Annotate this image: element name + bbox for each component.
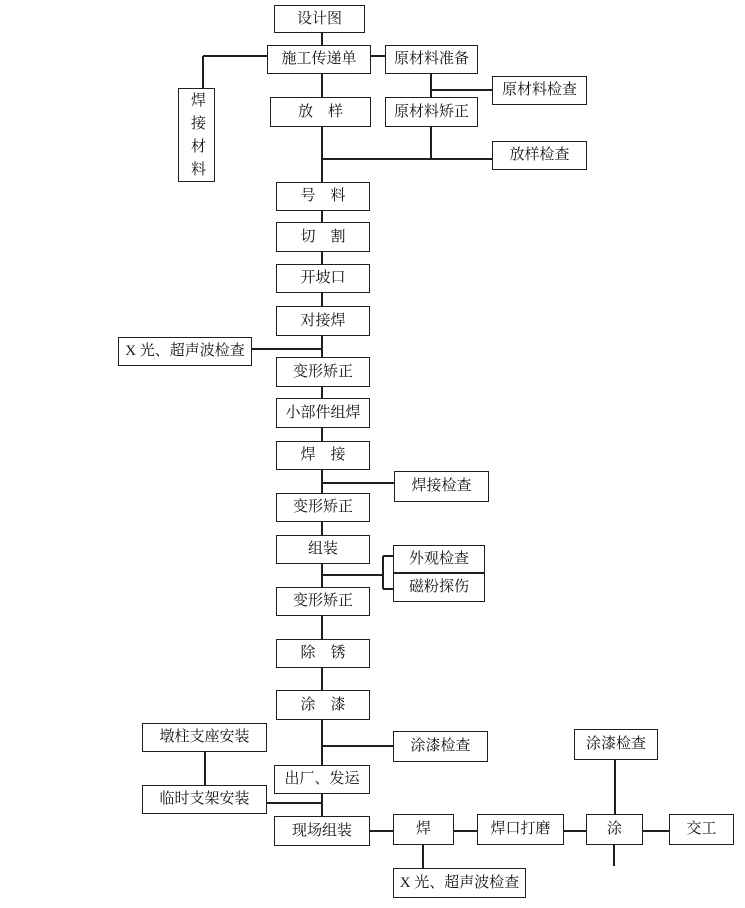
flow-node-butt-welding: 对接焊 [276,306,370,336]
connector-segment [322,482,394,484]
connector-segment [321,211,323,222]
connector-segment [321,522,323,535]
flow-node-marking: 号 料 [276,182,370,211]
flow-node-deformation-correction-2: 变形矫正 [276,493,370,522]
flow-node-deformation-correction-3: 变形矫正 [276,587,370,616]
connector-segment [321,387,323,398]
connector-segment [203,55,267,57]
flow-node-temporary-support-installation: 临时支架安装 [142,785,267,814]
connector-segment [322,574,383,576]
connector-segment [321,127,323,182]
connector-segment [643,830,669,832]
flow-node-assembly: 组装 [276,535,370,564]
connector-segment [371,55,385,57]
connector-segment [267,802,322,804]
flow-node-raw-material-prep: 原材料准备 [385,45,478,74]
connector-segment [321,336,323,357]
connector-segment [383,588,393,590]
connector-segment [383,555,393,557]
connector-segment [430,127,432,159]
connector-segment [370,830,393,832]
flow-node-raw-material-inspection: 原材料检查 [492,76,587,105]
flow-node-construction-transmittal: 施工传递单 [267,45,371,74]
flow-node-deformation-correction-1: 变形矫正 [276,357,370,387]
connector-segment [252,348,322,350]
flow-node-lofting: 放 样 [270,97,371,127]
connector-segment [321,428,323,441]
connector-segment [431,89,492,91]
flow-node-rust-removal: 除 锈 [276,639,370,668]
flow-node-cutting: 切 割 [276,222,370,252]
connector-segment [321,720,323,765]
connector-segment [322,158,492,160]
connector-segment [321,74,323,97]
connector-segment [204,752,206,785]
flow-node-shipment-delivery: 出厂、发运 [274,765,370,794]
flow-node-welding-inspection: 焊接检查 [394,471,489,502]
connector-segment [564,830,586,832]
connector-segment [321,252,323,264]
flow-node-welding: 焊 接 [276,441,370,470]
flow-node-magnetic-particle-testing: 磁粉探伤 [393,573,485,602]
flow-node-design-drawing: 设计图 [274,5,365,33]
connector-segment [321,794,323,816]
flow-node-raw-material-correction: 原材料矫正 [385,97,478,127]
flow-node-site-welding: 焊 [393,814,454,845]
flow-node-paint-inspection-1: 涂漆检查 [393,731,488,762]
flow-node-weld-seam-grinding: 焊口打磨 [477,814,564,845]
connector-segment [321,293,323,306]
flow-node-welding-material: 焊接材料 [178,88,215,182]
connector-segment [613,845,615,866]
connector-segment [322,745,393,747]
flow-node-beveling: 开坡口 [276,264,370,293]
connector-segment [321,616,323,639]
connector-segment [202,56,204,88]
flow-node-site-coating: 涂 [586,814,643,845]
flow-node-lofting-inspection: 放样检查 [492,141,587,170]
connector-segment [454,830,477,832]
flow-node-painting: 涂 漆 [276,690,370,720]
connector-segment [422,845,424,868]
flow-node-handover: 交工 [669,814,734,845]
connector-segment [382,556,384,589]
flow-node-xray-ultrasonic-inspection-1: X 光、超声波检查 [118,337,252,366]
flow-node-paint-inspection-2: 涂漆检查 [574,729,658,760]
flow-node-site-assembly: 现场组装 [274,816,370,846]
flow-node-visual-inspection: 外观检查 [393,545,485,573]
flow-node-small-parts-welding: 小部件组焊 [276,398,370,428]
connector-segment [321,668,323,690]
flow-node-xray-ultrasonic-inspection-2: X 光、超声波检查 [393,868,526,898]
flow-node-pier-support-installation: 墩柱支座安装 [142,723,267,752]
connector-segment [321,33,323,45]
connector-segment [430,74,432,97]
connector-segment [614,760,616,814]
